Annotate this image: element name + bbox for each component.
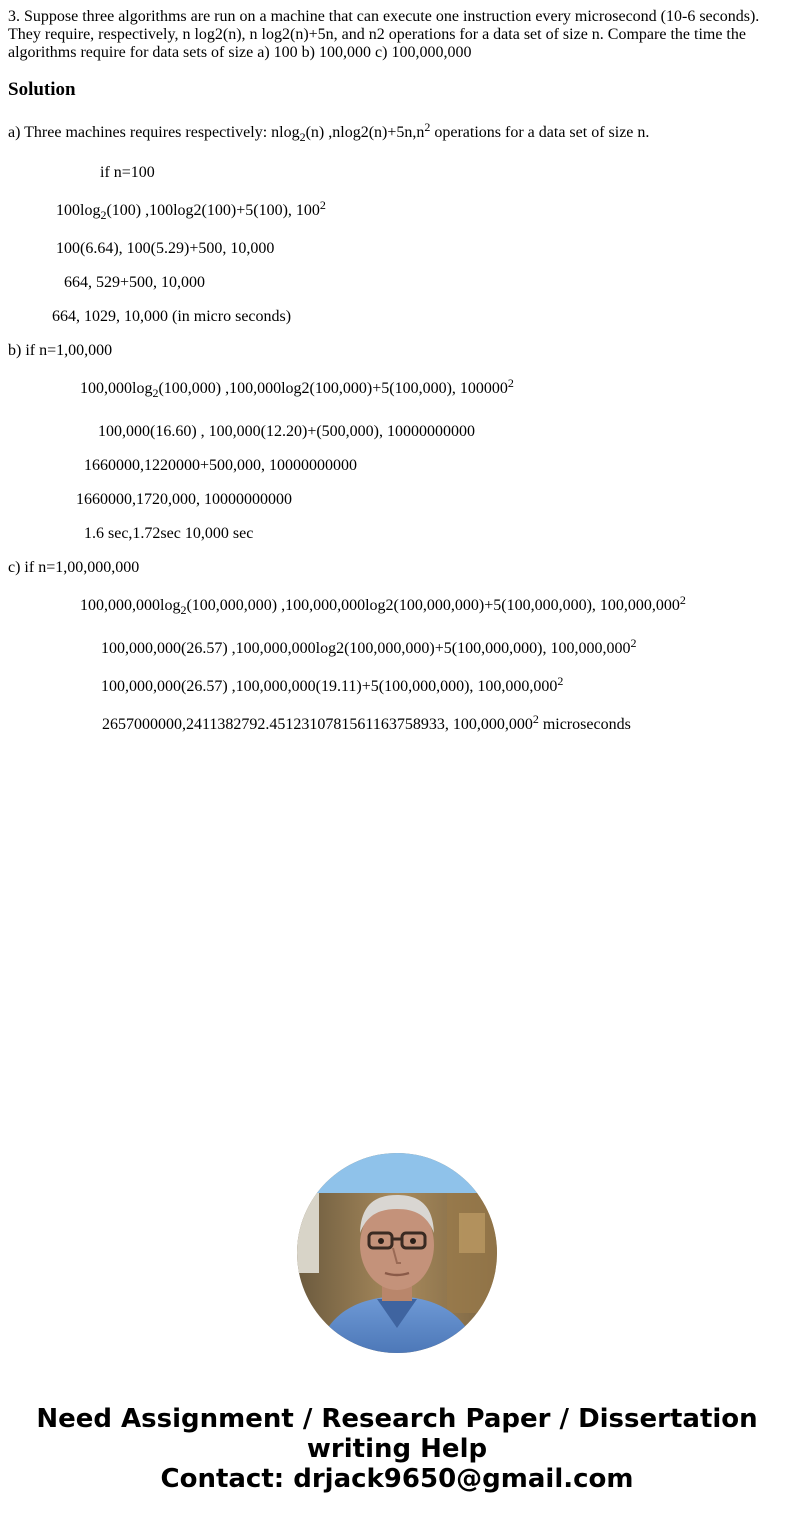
question-text: 3. Suppose three algorithms are run on a machine that can execute one instruction every microsecond (10-6 seconds). They require, respectively, n log2(n), n log2(n)+5n, and n2 operations for a data set of size n. Compare the time the algorithms require for data sets of size a) 100 b) 100,000 c) 100,000,000: [8, 8, 760, 61]
part-a-line-1: $100\log_2(100)$ ,100log2(100)+5(100), $100^2$: [56, 198, 326, 222]
footer-line-2: writing Help: [306, 1434, 488, 1464]
part-c-line-4: 2657000000,2411382792.451231078156116375893​3, 100,000,000$^2$ microseconds: [102, 712, 631, 733]
person-photo-icon: [297, 1153, 497, 1353]
part-a-intro: a) Three machines requires respectively: nlog$_2$(n) $,nlog2(n)+5n,n^2$ operations for a data set of size n.: [8, 120, 650, 144]
part-a-line-3: 664, 529+500, 10,000: [64, 274, 206, 291]
part-c-if-line: c) if n=1,00,000,000: [8, 559, 140, 576]
part-a-if-line: if n=100: [100, 164, 155, 181]
part-b-line-5: 1.6 sec,1.72sec 10,000 sec: [84, 525, 254, 542]
part-c-line-1: $100,000,000\log_2(100,000,000)$ ,100,000,000log2(100,000,000)+5(100,000,000), 100,000,000$^2$: [80, 593, 686, 617]
part-b-if-line: b) if n=1,00,000: [8, 342, 113, 359]
part-b-line-3: 1660000,1220000+500,000, 10000000000: [84, 457, 358, 474]
part-b-line-1: $100,000\log_2(100,000)$ ,100,000log2(100,000)+5(100,000), 100000$^2$: [80, 376, 514, 400]
part-b-line-4: 1660000,1720,000, 10000000000: [76, 491, 292, 508]
footer-contact: Contact: drjack9650@gmail.com: [160, 1464, 634, 1494]
part-c-line-2: 100,000,000(26.57) ,100,000,000log2(100,000,000)+5(100,000,000), 100,000,000$^2$: [101, 636, 637, 657]
footer-line-1: Need Assignment / Research Paper / Dissertation: [36, 1404, 758, 1434]
footer-promo: [0, 1404, 794, 1494]
part-a-line-2: 100(6.64), 100(5.29)+500, 10,000: [56, 240, 275, 257]
part-a-line-4: 664, 1029, 10,000 (in micro seconds): [52, 308, 292, 325]
person-photo-svg: [297, 1153, 497, 1353]
part-b-line-2: 100,000(16.60) , 100,000(12.20)+(500,000), 10000000000: [98, 423, 475, 440]
part-c-line-3: 100,000,000(26.57) ,100,000,000(19.11)+5(100,000,000), 100,000,000$^2$: [101, 674, 564, 695]
solution-heading: Solution: [8, 79, 76, 100]
